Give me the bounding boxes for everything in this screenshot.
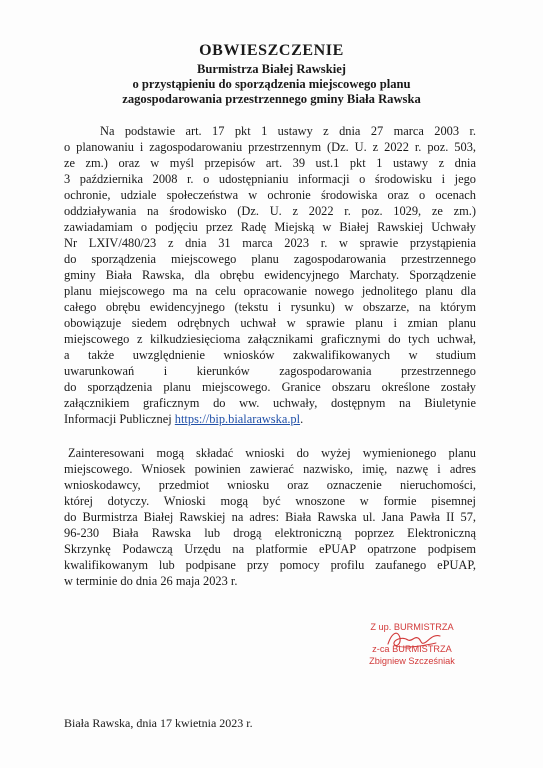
paragraph1-line: planu miejscowego ma na celu opracowanie nowego jednolitego planu dla (64, 284, 476, 298)
paragraph2-line: 96-230 Biała Rawska lub drogą elektroniczną poprzez Elektroniczną (64, 526, 476, 540)
handwritten-signature (384, 626, 444, 652)
paragraph1-line: obowiązuje siedem odrębnych uchwał w sprawie planu i zmian planu (64, 316, 476, 330)
paragraph2-line: wnioskodawcy, przedmiot wniosku oraz oznaczenie nieruchomości, (64, 478, 476, 492)
document-title: OBWIESZCZENIE (199, 42, 344, 59)
paragraph1-line: ochronie, udziale społeczeństwa w ochronie środowiska oraz o ocenach (64, 188, 476, 202)
paragraph2-line: w terminie do dnia 26 maja 2023 r. (64, 574, 238, 588)
paragraph1-line: do sporządzenia miejscowego planu zagospodarowania przestrzennego (64, 252, 476, 266)
paragraph1-line: do sporządzenia planu miejscowego. Granice obszaru określone zostały (64, 380, 476, 394)
stamp-authorization-line: Z up. BURMISTRZA (370, 622, 454, 632)
paragraph1-line: całego obrębu ewidencyjnego (tekstu i rysunku) w obszarze, na którym (64, 300, 476, 314)
paragraph1-line: oddziaływania na środowisko (Dz. U. z 2022 r. poz. 1029, ze zm.) (64, 204, 476, 218)
paragraph1-line: 3 października 2008 r. o udostępnianiu informacji o środowisku i jego (64, 172, 476, 186)
paragraph1-line: ze zm.) oraz w myśl przepisów art. 39 ust.1 pkt 1 ustawy z dnia (64, 156, 476, 170)
paragraph1-line: miejscowego z kilkudziesięcioma załącznikami graficznymi do tych uchwał, (64, 332, 476, 346)
paragraph1-line: gminy Biała Rawska, dla obrębu ewidencyjnego Marchaty. Sporządzenie (64, 268, 476, 282)
bip-link[interactable]: https://bip.bialarawska.pl (174, 412, 301, 426)
paragraph1-line: Nr LXIV/480/23 z dnia 31 marca 2023 r. w sprawie przystąpienia (64, 236, 476, 250)
bip-suffix-text: . (300, 412, 304, 426)
paragraph2-line: miejscowego. Wniosek powinien zawierać nazwisko, imię, nazwę i adres (64, 462, 476, 476)
paragraph2-line: Zainteresowani mogą składać wnioski do wyżej wymienionego planu (68, 446, 476, 460)
paragraph1-line: Na podstawie art. 17 pkt 1 ustawy z dnia 27 marca 2003 r. (100, 124, 476, 138)
paragraph1-line: zawiadamiam o podjęciu przez Radę Miejską w Białej Rawskiej Uchwały (64, 220, 476, 234)
stamp-title-line: z-ca BURMISTRZA (372, 644, 452, 654)
paragraph1-last-line (64, 412, 476, 427)
paragraph2-line: do Burmistrza Białej Rawskiej na adres: Biała Rawska ul. Jana Pawła II 57, (64, 510, 476, 524)
subtitle-authority: Burmistrza Białej Rawskiej (196, 62, 346, 76)
place-and-date: Biała Rawska, dnia 17 kwietnia 2023 r. (64, 716, 253, 730)
subtitle-subject: o przystąpieniu do sporządzenia miejscowego planu (132, 77, 411, 91)
paragraph1-line: a także uwzględnienie wniosków zakwalifikowanych w studium (64, 348, 476, 362)
paragraph2-line: kwalifikowanym lub podpisane przy pomocy profilu zaufanego ePUAP, (64, 558, 476, 572)
subtitle-subject-continued: zagospodarowania przestrzennego gminy Biała Rawska (122, 92, 421, 106)
paragraph2-line: której dotyczy. Wnioski mogą być wnoszone w formie pisemnej (64, 494, 476, 508)
paragraph1-line: o planowaniu i zagospodarowaniu przestrzennym (Dz. U. z 2022 r. poz. 503, (64, 140, 476, 154)
stamp-signatory-name: Zbigniew Szcześniak (369, 656, 455, 666)
paragraph1-line: uwarunkowań i kierunków zagospodarowania przestrzennego (64, 364, 476, 378)
bip-prefix-text: Informacji Publicznej (64, 412, 175, 426)
paragraph1-line: załącznikiem graficznym do ww. uchwały, dostępnym na Biuletynie (64, 396, 476, 410)
paragraph2-line: Skrzynkę Podawczą Urzędu na platformie ePUAP opatrzone podpisem (64, 542, 476, 556)
